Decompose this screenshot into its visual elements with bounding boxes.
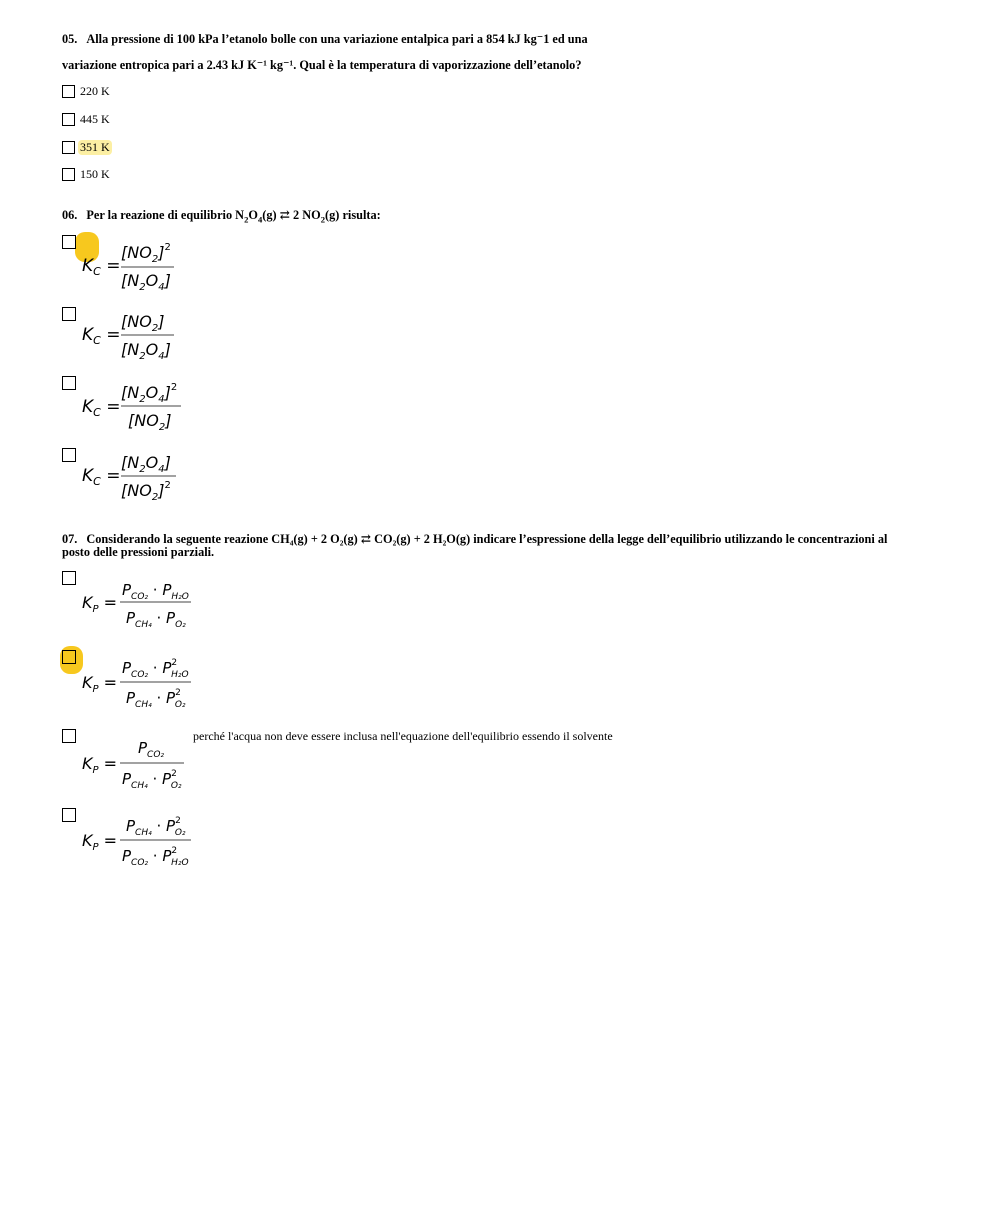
checkbox[interactable] [62, 729, 76, 743]
svg-text:[N2O4]: $[N_2O_4]$ [121, 453, 171, 475]
option-label: 150 K [80, 167, 110, 181]
formula-kp-2 [82, 654, 202, 716]
svg-text:KP =: $K_P$ = [82, 831, 118, 853]
svg-text:[NO2]2: $[NO_2]^2$ [121, 242, 171, 265]
q06-option-4-checkbox[interactable] [62, 448, 77, 463]
q07-option-2-checkbox[interactable] [62, 650, 77, 665]
checkbox[interactable] [62, 448, 76, 462]
q07-text [62, 533, 887, 559]
svg-text:[NO2]: $[NO_2]$ [121, 312, 165, 334]
svg-text:KP =: $K_P$ = [82, 673, 118, 695]
formula-kp-1 [82, 576, 202, 636]
q07-option-4-formula [82, 812, 202, 878]
checkbox[interactable] [62, 307, 76, 321]
checkbox[interactable] [62, 571, 76, 585]
option-label-highlighted: 351 K [80, 140, 110, 154]
svg-text:[NO2]2: $[NO_2]^2$ [121, 480, 171, 503]
svg-text:KC =: $K_C$ = [82, 397, 121, 419]
q07-text-line1: Considerando la seguente reazione CH₄(g) + 2 O₂(g) ⇄ CO₂(g) + 2 H₂O(g) indicare l’espressione della legge dell’equilibrio utilizzando le concentrazioni al [86, 532, 888, 546]
q07-option-3-formula [82, 734, 202, 800]
q06-option-2-checkbox[interactable] [62, 307, 77, 322]
checkbox[interactable] [62, 808, 76, 822]
svg-text:PCO₂ · P2H₂O: $P_{CO_2} \cdot P^2$ H₂O [122, 846, 189, 868]
svg-text:PCH₄ · P2O₂: $P_{CH_4} \cdot P^2$ O₂ [126, 688, 186, 710]
svg-text:KC =: $K_C$ = [82, 325, 121, 347]
q07-option-1-checkbox[interactable] [62, 571, 77, 586]
checkbox[interactable] [62, 168, 75, 181]
svg-text:KP =: $K_P$ = [82, 754, 118, 776]
formula-kc-2 [82, 306, 192, 364]
checkbox[interactable] [62, 650, 76, 664]
svg-text:[N2O4]: $[N_2O_4]$ [121, 271, 171, 293]
q05-line1 [62, 33, 588, 46]
formula-kp-3 [82, 734, 202, 796]
svg-text:[N2O4]2: $[N_2O_4]^2$ [121, 382, 178, 405]
q06-number: 06. [62, 208, 78, 222]
option-label: 445 K [80, 112, 110, 126]
q05-text-line2: variazione entropica pari a 2.43 kJ K⁻¹ kg⁻¹. Qual è la temperatura di vaporizzazione dell’etanolo? [62, 58, 582, 72]
formula-kc-3 [82, 378, 192, 436]
svg-text:[N2O4]: $[N_2O_4]$ [121, 340, 171, 362]
svg-text:PCO₂ · PH₂O: $P_{CO_2} \cdot P_{H_2O}$ [122, 581, 189, 602]
svg-text:PCO₂: $P_{CO_2}$ [138, 739, 165, 760]
checkbox[interactable] [62, 235, 76, 249]
q07-option-2-formula [82, 654, 202, 720]
formula-kc-1 [82, 236, 192, 294]
checkbox[interactable] [62, 113, 75, 126]
q06-option-3-formula [82, 378, 192, 440]
formula-kp-4 [82, 812, 202, 874]
q05-option-1[interactable] [62, 84, 112, 99]
q07-text-line2: posto delle pressioni parziali. [62, 545, 215, 559]
q06-option-4-formula [82, 447, 192, 509]
q07-number: 07. [62, 532, 78, 546]
checkbox[interactable] [62, 141, 75, 154]
checkbox[interactable] [62, 376, 76, 390]
q06-option-1-formula [82, 236, 192, 298]
svg-text:KP =: $K_P$ = [82, 593, 118, 615]
q07-option-4-checkbox[interactable] [62, 808, 77, 823]
svg-text:PCH₄ · P2O₂: $P_{CH_4} \cdot P^2$ O₂ [126, 816, 186, 838]
q07-option-3-note: perché l'acqua non deve essere inclusa nell'equazione dell'equilibrio essendo il solvente [193, 729, 613, 743]
q05-text-line1: Alla pressione di 100 kPa l’etanolo bolle con una variazione entalpica pari a 854 kJ kg⁻1 ed una [86, 32, 588, 46]
formula-kc-4 [82, 447, 192, 505]
q05-number: 05. [62, 32, 78, 46]
svg-text:PCO₂ · P2H₂O: $P_{CO_2} \cdot P^2$ H₂O [122, 658, 189, 680]
q06-text: 06. Per la reazione di equilibrio $N_2O_4(g)$ ⇄ 2 $NO_2(g)$ risulta: [62, 208, 381, 225]
q05-option-4[interactable] [62, 167, 112, 182]
svg-text:PCH₄ · PO₂: $P_{CH_4} \cdot P_{O_2}$ [126, 609, 186, 630]
q07-option-3-checkbox[interactable] [62, 729, 77, 744]
svg-text:[NO2]: $[NO_2]$ [128, 411, 172, 433]
q07-option-1-formula [82, 576, 202, 640]
q05-option-2[interactable] [62, 112, 112, 127]
svg-text:KC =: $K_C$ = [82, 466, 121, 488]
option-label: 220 K [80, 84, 110, 98]
q06-option-2-formula [82, 306, 192, 368]
svg-text:PCH₄ · P2O₂: $P_{CH_4} \cdot P^2$ O₂ [122, 769, 182, 791]
q06-option-1-checkbox[interactable] [62, 235, 77, 250]
svg-text:KC =: $K_C$ = [82, 256, 121, 278]
q05-option-3[interactable] [62, 140, 112, 155]
q06-option-3-checkbox[interactable] [62, 376, 77, 391]
checkbox[interactable] [62, 85, 75, 98]
